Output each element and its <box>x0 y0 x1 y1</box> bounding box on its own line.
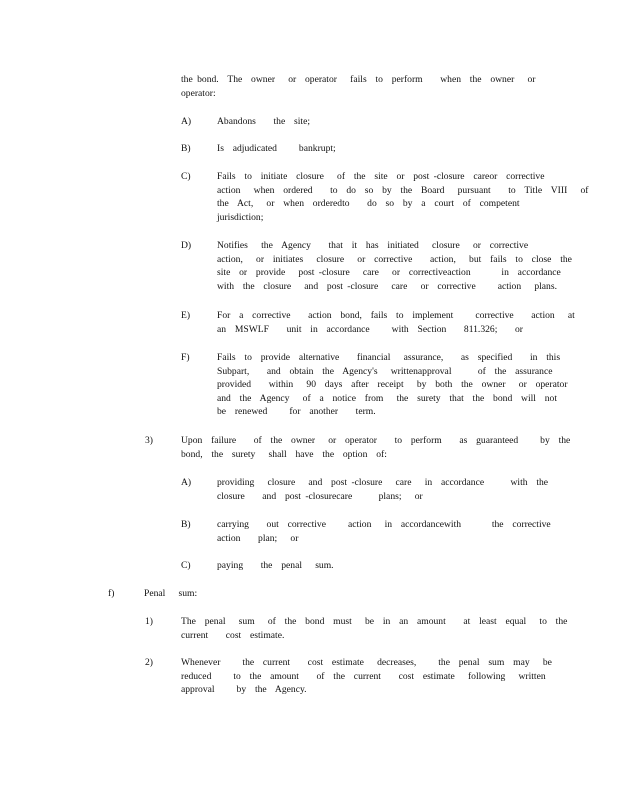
text-line: be renewed for another term. <box>217 406 376 418</box>
item-label: 1) <box>145 616 153 627</box>
item-text <box>217 239 572 293</box>
text-line: approval by the Agency. <box>181 684 307 696</box>
text-line: jurisdiction; <box>217 211 264 223</box>
text-line: Subpart, and obtain the Agency's writtenapproval of the assurance <box>217 365 553 377</box>
text-line: Notifies the Agency that it has initiated closure or corrective <box>217 240 529 251</box>
text-line: action when ordered to do so by the Board pursuant to Title VIII of <box>217 184 589 196</box>
item-text <box>217 559 334 573</box>
item-text <box>217 518 551 545</box>
item-label: E) <box>181 310 191 321</box>
item-label: 3) <box>145 435 153 446</box>
text-line: The penal sum of the bond must be in an amount at least equal to the <box>181 616 568 627</box>
text-line: and the Agency of a notice from the surety that the bond will not <box>217 392 558 404</box>
item-text <box>217 351 568 419</box>
item-label: C) <box>181 171 191 182</box>
text-line: the bond. The owner or operator fails to perform when the owner or <box>181 74 536 85</box>
item-label: A) <box>181 116 192 127</box>
item-label: F) <box>181 352 190 363</box>
text-line: site or provide post -closure care or correctiveaction in accordance <box>217 267 561 279</box>
section-heading: Penal sum: <box>144 588 198 599</box>
text-line: Is adjudicated bankrupt; <box>217 143 336 154</box>
text-line: carrying out corrective action in accordancewith the corrective <box>217 519 551 530</box>
text-line: closure and post -closurecare plans; or <box>217 490 423 502</box>
section-label: f) <box>108 588 115 599</box>
item-label: A) <box>181 477 192 488</box>
text-line: the Act, or when orderedto do so by a court of competent <box>217 198 520 210</box>
text-line: Fails to provide alternative financial assurance, as specified in this <box>217 352 561 363</box>
item-text <box>181 656 552 697</box>
item-label: 2) <box>145 657 153 668</box>
text-line: operator: <box>181 87 216 99</box>
item-text <box>217 309 575 336</box>
text-line: provided within 90 days after receipt by both the owner or operator <box>217 379 568 391</box>
text-line: bond, the surety shall have the option of: <box>181 448 387 460</box>
text-line: Upon failure of the owner or operator to perform as guaranteed by the <box>181 435 571 446</box>
text-line: Abandons the site; <box>217 116 311 127</box>
text-line: paying the penal sum. <box>217 560 334 571</box>
text-line: current cost estimate. <box>181 629 285 641</box>
item-text <box>217 115 310 129</box>
item-text <box>217 170 588 224</box>
text-line: action, or initiates closure or corrective action, but fails to close the <box>217 253 572 265</box>
text-line: Whenever the current cost estimate decreases, the penal sum may be <box>181 657 552 668</box>
text-line: Fails to initiate closure of the site or post -closure careor corrective <box>217 171 545 182</box>
text-line: with the closure and post -closure care or corrective action plans. <box>217 280 557 292</box>
item-text <box>181 615 567 642</box>
item-label: D) <box>181 240 192 251</box>
text-line: action plan; or <box>217 532 299 544</box>
text-line: providing closure and post -closure care in accordance with the <box>217 477 549 488</box>
text-line: For a corrective action bond, fails to implement corrective action at <box>217 310 575 321</box>
item-label: C) <box>181 560 191 571</box>
item-label: B) <box>181 143 191 154</box>
text-line: reduced to the amount of the current cost estimate following written <box>181 670 546 682</box>
item-label: B) <box>181 519 191 530</box>
item-text <box>217 476 548 503</box>
text-line: an MSWLF unit in accordance with Section 811.326; or <box>217 323 523 335</box>
item-text <box>181 434 570 461</box>
intro-paragraph <box>181 73 535 100</box>
item-text <box>217 142 336 156</box>
